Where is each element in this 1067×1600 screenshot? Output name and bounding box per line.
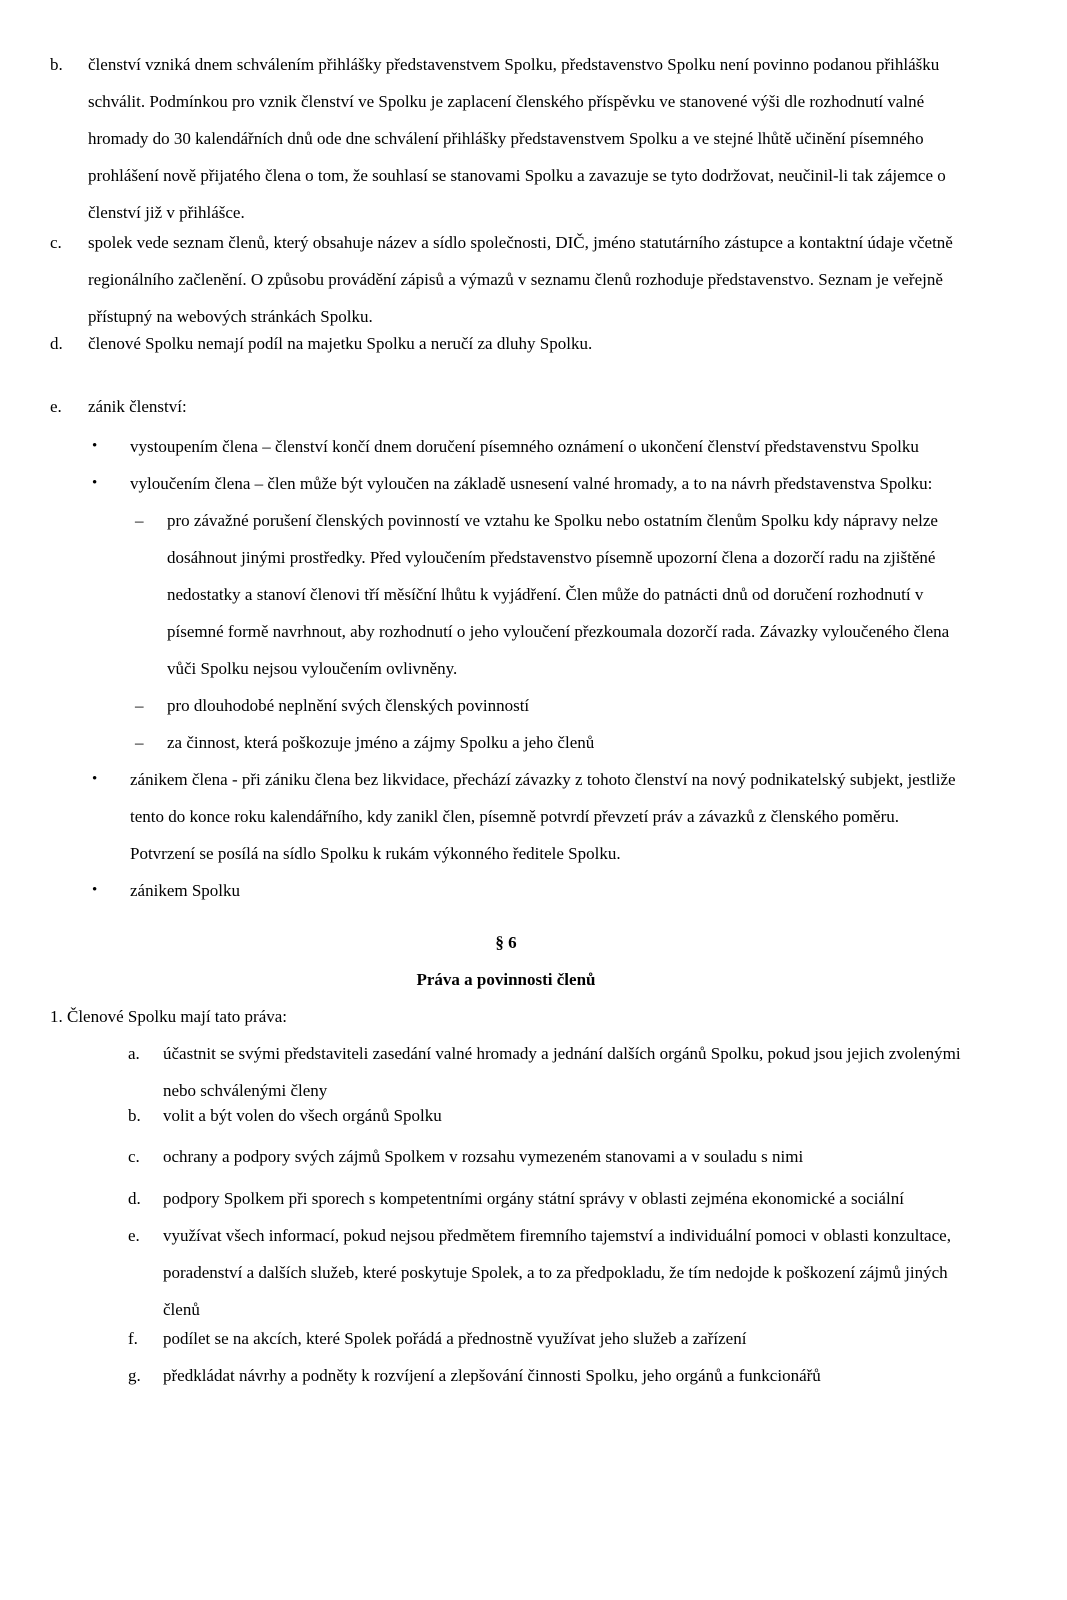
rights-intro: 1. Členové Spolku mají tato práva: bbox=[50, 1007, 288, 1026]
bullet-marker: • bbox=[92, 882, 98, 898]
dash-item-harmful-activity-text: za činnost, která poškozuje jméno a zájmy Spolku a jeho členů bbox=[167, 733, 595, 752]
rights-item-d bbox=[128, 1180, 962, 1217]
dash-marker: – bbox=[135, 696, 144, 715]
rights-item-b bbox=[128, 1097, 962, 1134]
dash-item-serious-breach-text: pro závažné porušení členských povinností ve vztahu ke Spolku nebo ostatním členům Spolku kdy nápravy nelze dosáhnout jinými prostředky. Před vyloučením představenstvo písemně upozorní člena a dozorčí radu na zjištěné nedostatky a stanoví členovi tří měsíční lhůtu k vyjádření. Člen může do patnácti dnů od doručení rozhodnutí v písemné formě navrhnout, aby rozhodnutí o jeho vyloučení přezkoumala dozorčí rada. Závazky vyloučeného člena vůči Spolku nejsou vyloučením ovlivněny. bbox=[167, 511, 950, 678]
rights-item-e bbox=[128, 1217, 962, 1328]
dash-item-serious-breach bbox=[135, 502, 962, 687]
dash-marker: – bbox=[135, 511, 144, 530]
bullet-marker: • bbox=[92, 438, 98, 454]
list-item-b-text: členství vzniká dnem schválením přihlášky představenstvem Spolku, představenstvo Spolku není povinno podanou přihlášku schválit. Podmínkou pro vznik členství ve Spolku je zaplacení členského příspěvku ve stanovené výši dle rozhodnutí valné hromady do 30 kalendářních dnů ode dne schválení přihlášky představenstvem Spolku a ve stejné lhůtě učinění písemného prohlášení nově přijatého člena o tom, že souhlasí se stanovami Spolku a zavazuje se tyto dodržovat, neučinil-li tak zájemce o členství již v přihlášce. bbox=[88, 55, 946, 222]
list-item-c bbox=[50, 224, 962, 335]
rights-item-a-marker: a. bbox=[128, 1044, 140, 1063]
rights-item-b-marker: b. bbox=[128, 1106, 141, 1125]
list-item-d bbox=[50, 325, 962, 362]
list-item-c-marker: c. bbox=[50, 233, 62, 252]
list-item-e-marker: e. bbox=[50, 397, 62, 416]
dash-marker: – bbox=[135, 733, 144, 752]
section-title: Práva a povinnosti členů bbox=[416, 970, 596, 989]
rights-item-f-text: podílet se na akcích, které Spolek pořádá a přednostně využívat jeho služeb a zařízení bbox=[163, 1329, 747, 1348]
bullet-marker: • bbox=[92, 475, 98, 491]
list-item-e-text: zánik členství: bbox=[88, 397, 187, 416]
dash-item-long-term-failure bbox=[135, 687, 962, 724]
bullet-item-withdrawal-text: vystoupením člena – členství končí dnem doručení písemného oznámení o ukončení členství představenstvu Spolku bbox=[130, 437, 919, 456]
dash-item-harmful-activity bbox=[135, 724, 962, 761]
rights-item-g-marker: g. bbox=[128, 1366, 141, 1385]
bullet-item-association-dissolution-text: zánikem Spolku bbox=[130, 881, 241, 900]
list-item-d-marker: d. bbox=[50, 334, 63, 353]
rights-item-g-text: předkládat návrhy a podněty k rozvíjení a zlepšování činnosti Spolku, jeho orgánů a funkcionářů bbox=[163, 1366, 821, 1385]
rights-item-c bbox=[128, 1138, 962, 1175]
dash-item-long-term-failure-text: pro dlouhodobé neplnění svých členských povinností bbox=[167, 696, 530, 715]
bullet-item-withdrawal bbox=[92, 428, 962, 465]
rights-item-e-marker: e. bbox=[128, 1226, 140, 1245]
bullet-marker: • bbox=[92, 771, 98, 787]
rights-item-a-text: účastnit se svými představiteli zasedání valné hromady a jednání dalších orgánů Spolku, pokud jsou jejich zvolenými nebo schválenými členy bbox=[163, 1044, 961, 1100]
list-item-b bbox=[50, 46, 962, 231]
bullet-item-member-dissolution bbox=[92, 761, 962, 872]
rights-item-g bbox=[128, 1357, 962, 1394]
list-item-d-text: členové Spolku nemají podíl na majetku Spolku a neručí za dluhy Spolku. bbox=[88, 334, 593, 353]
rights-item-c-marker: c. bbox=[128, 1147, 140, 1166]
section-number: § 6 bbox=[495, 933, 517, 952]
rights-item-b-text: volit a být volen do všech orgánů Spolku bbox=[163, 1106, 442, 1125]
bullet-item-association-dissolution bbox=[92, 872, 962, 909]
list-item-c-text: spolek vede seznam členů, který obsahuje název a sídlo společnosti, DIČ, jméno statutárního zástupce a kontaktní údaje včetně regionálního začlenění. O způsobu provádění zápisů a výmazů v seznamu členů rozhoduje představenstvo. Seznam je veřejně přístupný na webových stránkách Spolku. bbox=[88, 233, 953, 326]
bullet-item-expulsion-text: vyloučením člena – člen může být vyloučen na základě usnesení valné hromady, a to na návrh představenstva Spolku: bbox=[130, 474, 933, 493]
rights-item-c-text: ochrany a podpory svých zájmů Spolkem v rozsahu vymezeném stanovami a v souladu s nimi bbox=[163, 1147, 804, 1166]
rights-item-f-marker: f. bbox=[128, 1329, 138, 1348]
bullet-item-member-dissolution-text: zánikem člena - při zániku člena bez likvidace, přechází závazky z tohoto členství na nový podnikatelský subjekt, jestliže tento do konce roku kalendářního, kdy zanikl člen, písemně potvrdí převzetí práv a závazků z členského poměru. Potvrzení se posílá na sídlo Spolku k rukám výkonného ředitele Spolku. bbox=[130, 770, 956, 863]
rights-item-d-text: podpory Spolkem při sporech s kompetentními orgány státní správy v oblasti zejména ekonomické a sociální bbox=[163, 1189, 904, 1208]
list-item-b-marker: b. bbox=[50, 55, 63, 74]
bullet-item-expulsion bbox=[92, 465, 962, 502]
list-item-e bbox=[50, 388, 962, 425]
rights-item-e-text: využívat všech informací, pokud nejsou předmětem firemního tajemství a individuální pomoci v oblasti konzultace, poradenství a dalších služeb, které poskytuje Spolek, a to za předpokladu, že tím nedojde k poškození zájmů jiných členů bbox=[163, 1226, 951, 1319]
rights-item-f bbox=[128, 1320, 962, 1357]
rights-item-d-marker: d. bbox=[128, 1189, 141, 1208]
